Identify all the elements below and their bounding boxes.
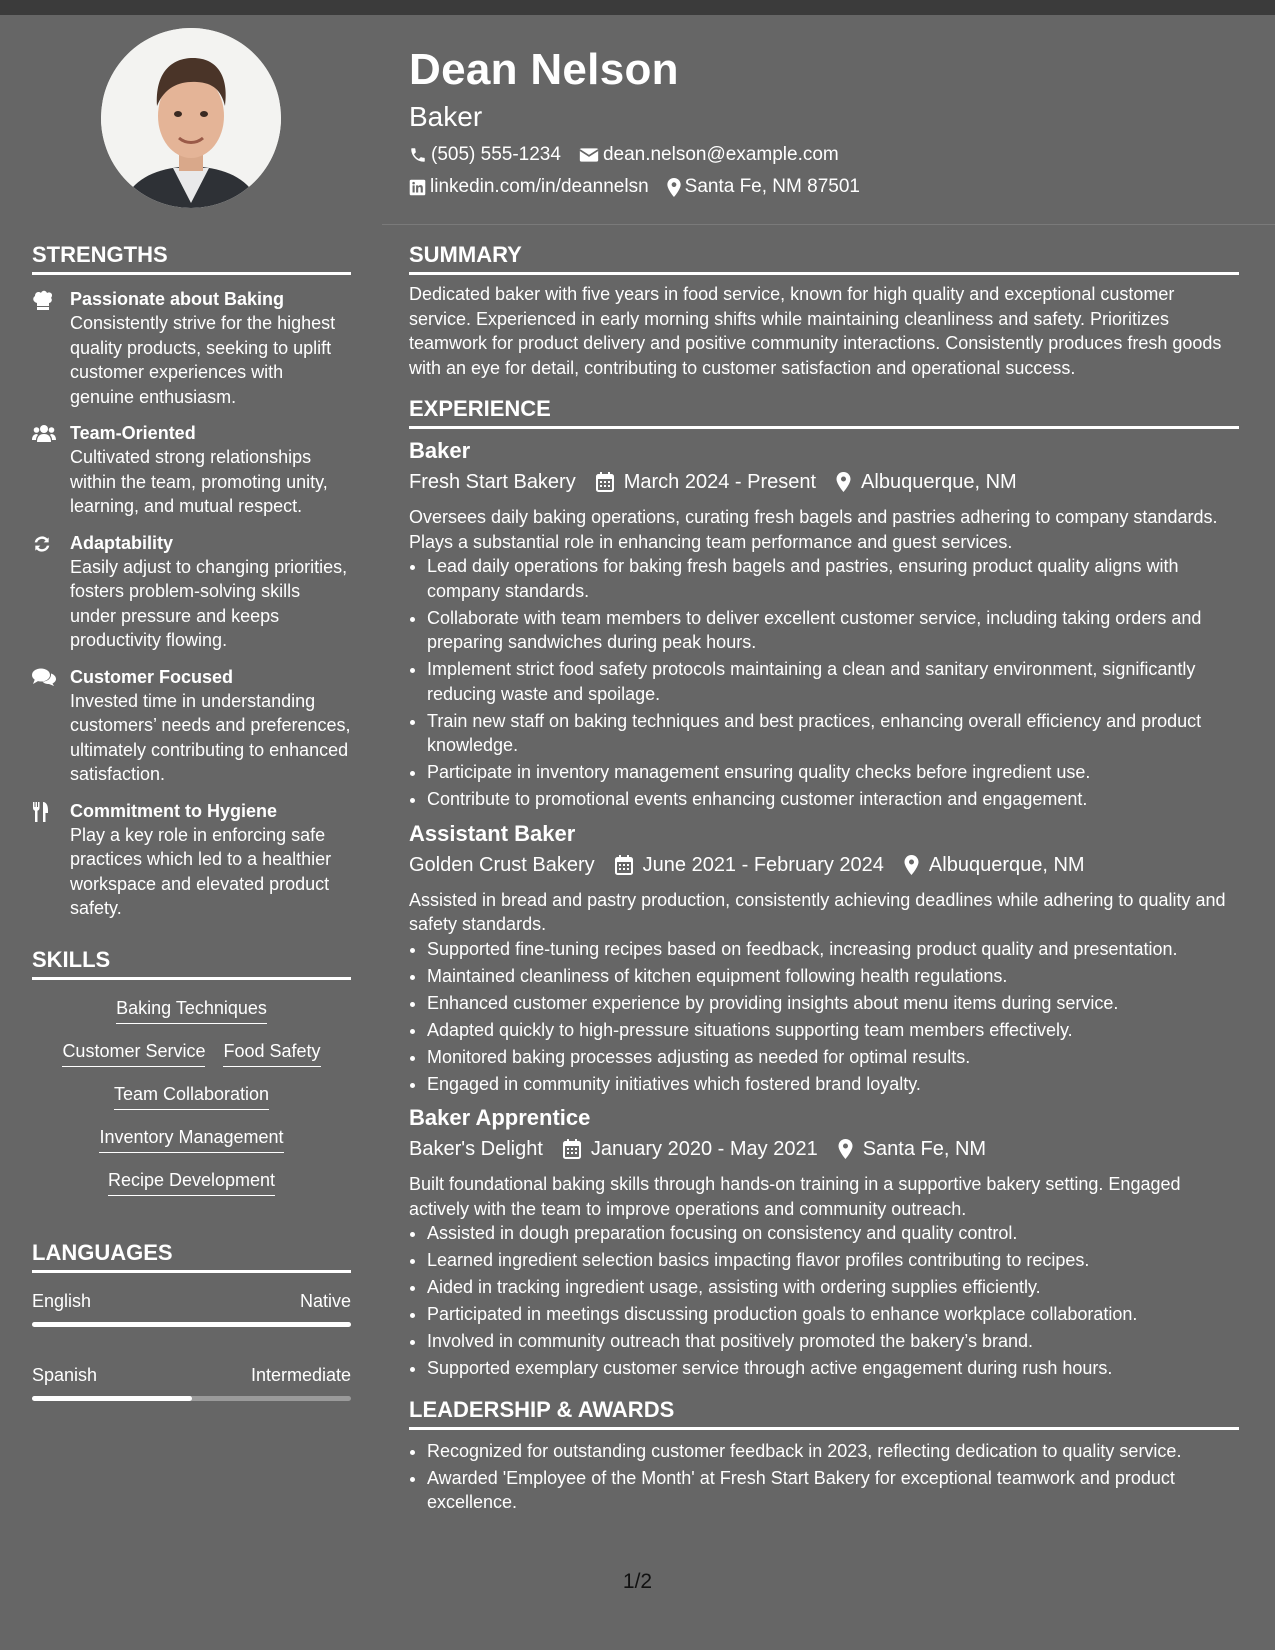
strength-description: Easily adjust to changing priorities, fosters problem-solving skills under pressure and keeps productivity flowing. bbox=[70, 556, 348, 650]
page-number: 1/2 bbox=[622, 1570, 653, 1593]
job-entry bbox=[409, 437, 1239, 812]
skill-tag: Baking Techniques bbox=[116, 996, 267, 1024]
language-level: Native bbox=[299, 1290, 351, 1311]
language-proficiency-bar bbox=[32, 1322, 351, 1327]
users-icon bbox=[32, 424, 56, 442]
strength-item bbox=[32, 421, 351, 519]
strength-title: Team-Oriented bbox=[70, 423, 196, 443]
strength-description: Invested time in understanding customers’ needs and preferences, ultimately contributing to enhanced satisfaction. bbox=[70, 690, 351, 784]
language-list bbox=[32, 1289, 351, 1401]
top-bar bbox=[0, 0, 1275, 15]
job-title: Baker bbox=[409, 438, 471, 463]
language-name: English bbox=[32, 1290, 92, 1311]
skills-list bbox=[32, 996, 351, 1196]
job-bullet: • Supported exemplary customer service through active engagement during rush hours. bbox=[427, 1356, 1239, 1381]
job-location: Albuquerque, NM bbox=[928, 853, 1085, 876]
candidate-name: Dean Nelson bbox=[409, 45, 679, 94]
section-title-experience: EXPERIENCE bbox=[409, 392, 1239, 429]
calendar-icon bbox=[615, 855, 633, 875]
chef-hat-icon bbox=[32, 290, 54, 310]
map-pin-icon bbox=[836, 472, 851, 492]
language-item bbox=[32, 1289, 351, 1327]
skill-tag: Team Collaboration bbox=[114, 1082, 269, 1110]
job-bullet: • Participate in inventory management ensuring quality checks before ingredient use. bbox=[427, 760, 1239, 785]
award-item: • Awarded 'Employee of the Month' at Fresh Start Bakery for exceptional teamwork and product excellence. bbox=[427, 1466, 1239, 1515]
job-bullet: • Implement strict food safety protocols maintaining a clean and sanitary environment, significantly reducing waste and spoilage. bbox=[427, 657, 1239, 706]
job-company: Golden Crust Bakery bbox=[409, 853, 595, 876]
chat-icon bbox=[32, 668, 56, 686]
job-location: Santa Fe, NM bbox=[862, 1138, 987, 1160]
language-level: Intermediate bbox=[250, 1364, 351, 1385]
skill-tag: Food Safety bbox=[223, 1039, 320, 1067]
job-bullet: • Maintained cleanliness of kitchen equipment following health regulations. bbox=[427, 964, 1239, 989]
job-bullet: • Engaged in community initiatives which fostered brand loyalty. bbox=[427, 1072, 1239, 1097]
strength-item bbox=[32, 531, 351, 653]
language-proficiency-fill bbox=[32, 1396, 192, 1401]
job-bullet: • Aided in tracking ingredient usage, assisting with ordering supplies efficiently. bbox=[427, 1275, 1239, 1300]
header-divider bbox=[382, 224, 1275, 225]
job-dates: January 2020 - May 2021 bbox=[590, 1138, 818, 1160]
job-bullet: • Collaborate with team members to deliver excellent customer service, including taking orders and preparing sandwiches during peak hours. bbox=[427, 606, 1239, 655]
location-text: Santa Fe, NM 87501 bbox=[684, 176, 860, 197]
job-list bbox=[409, 437, 1239, 1381]
email-text: dean.nelson@example.com bbox=[602, 144, 839, 165]
sync-icon bbox=[32, 534, 52, 554]
email-item[interactable] bbox=[579, 140, 839, 170]
job-title: Baker Apprentice bbox=[409, 1105, 591, 1130]
job-title: Assistant Baker bbox=[409, 820, 576, 846]
job-bullet: • Learned ingredient selection basics impacting flavor profiles contributing to recipes. bbox=[427, 1248, 1239, 1273]
job-summary: Assisted in bread and pastry production, consistently achieving deadlines while adhering to quality and safety standards. bbox=[409, 889, 1226, 934]
job-meta bbox=[409, 850, 1239, 880]
calendar-icon bbox=[596, 472, 614, 492]
candidate-role: Baker bbox=[409, 101, 483, 132]
section-title-skills: SKILLS bbox=[32, 943, 351, 980]
strengths-section bbox=[32, 238, 351, 921]
skill-tag: Customer Service bbox=[62, 1039, 205, 1067]
calendar-icon bbox=[563, 1139, 581, 1159]
map-pin-icon bbox=[904, 855, 919, 875]
job-meta bbox=[409, 1134, 1239, 1164]
contact-row-2 bbox=[409, 172, 1239, 202]
awards-section bbox=[409, 1393, 1239, 1515]
job-company: Fresh Start Bakery bbox=[409, 471, 576, 493]
language-proficiency-fill bbox=[32, 1322, 351, 1327]
location-item bbox=[667, 172, 860, 202]
languages-section bbox=[32, 1236, 351, 1401]
section-title-languages: LANGUAGES bbox=[32, 1236, 351, 1273]
linkedin-icon bbox=[409, 179, 426, 196]
skill-tag: Recipe Development bbox=[108, 1168, 275, 1196]
strength-item bbox=[32, 799, 351, 921]
language-name: Spanish bbox=[32, 1364, 98, 1385]
strength-description: Cultivated strong relationships within the team, promoting unity, learning, and mutual respect. bbox=[70, 447, 328, 516]
strength-title: Adaptability bbox=[70, 532, 174, 553]
job-bullet: • Assisted in dough preparation focusing on consistency and quality control. bbox=[427, 1221, 1239, 1246]
skills-section bbox=[32, 943, 351, 1196]
job-bullet: • Enhanced customer experience by providing insights about menu items during service. bbox=[427, 991, 1239, 1016]
right-column bbox=[409, 238, 1239, 1527]
language-proficiency-bar bbox=[32, 1396, 351, 1401]
section-title-strengths: STRENGTHS bbox=[32, 238, 351, 275]
section-title-awards: LEADERSHIP & AWARDS bbox=[409, 1393, 1239, 1430]
strength-title: Customer Focused bbox=[70, 666, 234, 687]
strength-title: Passionate about Baking bbox=[70, 289, 285, 309]
left-column bbox=[32, 238, 351, 1437]
job-summary: Built foundational baking skills through hands-on training in a supportive bakery setting. Engaged actively with the team to improve operations and community outreach. bbox=[409, 1174, 1181, 1219]
job-entry bbox=[409, 1104, 1239, 1381]
skill-tag: Inventory Management bbox=[99, 1125, 283, 1153]
job-meta bbox=[409, 467, 1239, 497]
map-pin-icon bbox=[838, 1139, 853, 1159]
job-bullet: • Adapted quickly to high-pressure situations supporting team members effectively. bbox=[427, 1018, 1239, 1043]
job-location: Albuquerque, NM bbox=[861, 471, 1017, 493]
header bbox=[409, 40, 1239, 202]
summary-text: Dedicated baker with five years in food service, known for high quality and exceptional customer service. Experienced in early morning shifts while maintaining cleanliness and safety. Prioritizes teamwork for product delivery and positive community interactions. Consistently produces fresh goods with an eye for detail, contributing to customer satisfaction and operational success. bbox=[409, 284, 1222, 378]
job-bullet: • Monitored baking processes adjusting as needed for optimal results. bbox=[427, 1045, 1239, 1070]
phone-icon bbox=[409, 146, 427, 164]
job-bullet: • Contribute to promotional events enhancing customer interaction and engagement. bbox=[427, 787, 1239, 812]
job-bullet: • Train new staff on baking techniques and best practices, enhancing overall efficiency and product knowledge. bbox=[427, 709, 1239, 758]
envelope-icon bbox=[579, 147, 599, 163]
phone-item[interactable] bbox=[409, 140, 561, 170]
linkedin-text: linkedin.com/in/deannelsn bbox=[430, 176, 649, 197]
strength-description: Play a key role in enforcing safe practices which led to a healthier workspace and elevated product safety. bbox=[70, 824, 332, 918]
experience-section bbox=[409, 392, 1239, 1381]
award-item: • Recognized for outstanding customer feedback in 2023, reflecting dedication to quality service. bbox=[427, 1439, 1239, 1464]
job-bullet: • Participated in meetings discussing production goals to enhance workplace collaboration. bbox=[427, 1302, 1239, 1327]
job-entry bbox=[409, 820, 1239, 1097]
contact-row-1 bbox=[409, 140, 1239, 170]
map-pin-icon bbox=[667, 178, 681, 197]
linkedin-item[interactable] bbox=[409, 172, 649, 202]
job-bullet: • Supported fine-tuning recipes based on feedback, increasing product quality and presentation. bbox=[427, 937, 1239, 962]
summary-section bbox=[409, 238, 1239, 380]
job-dates: June 2021 - February 2024 bbox=[642, 853, 884, 876]
strength-description: Consistently strive for the highest quality products, seeking to uplift customer experiences with genuine enthusiasm. bbox=[70, 313, 336, 407]
job-dates: March 2024 - Present bbox=[623, 471, 817, 493]
job-summary: Oversees daily baking operations, curating fresh bagels and pastries adhering to company standards. Plays a substantial role in enhancing team performance and guest services. bbox=[409, 507, 1218, 552]
job-bullet: • Lead daily operations for baking fresh bagels and pastries, ensuring product quality aligns with company standards. bbox=[427, 554, 1239, 603]
job-bullet: • Involved in community outreach that positively promoted the bakery’s brand. bbox=[427, 1329, 1239, 1354]
utensils-icon bbox=[32, 802, 50, 822]
phone-text: (505) 555-1234 bbox=[431, 144, 561, 165]
section-title-summary: SUMMARY bbox=[409, 238, 1239, 275]
language-item bbox=[32, 1363, 351, 1401]
job-company: Baker's Delight bbox=[409, 1138, 543, 1160]
strength-item bbox=[32, 665, 351, 787]
strength-title: Commitment to Hygiene bbox=[70, 800, 278, 821]
strength-item bbox=[32, 287, 351, 409]
profile-photo bbox=[101, 28, 281, 208]
